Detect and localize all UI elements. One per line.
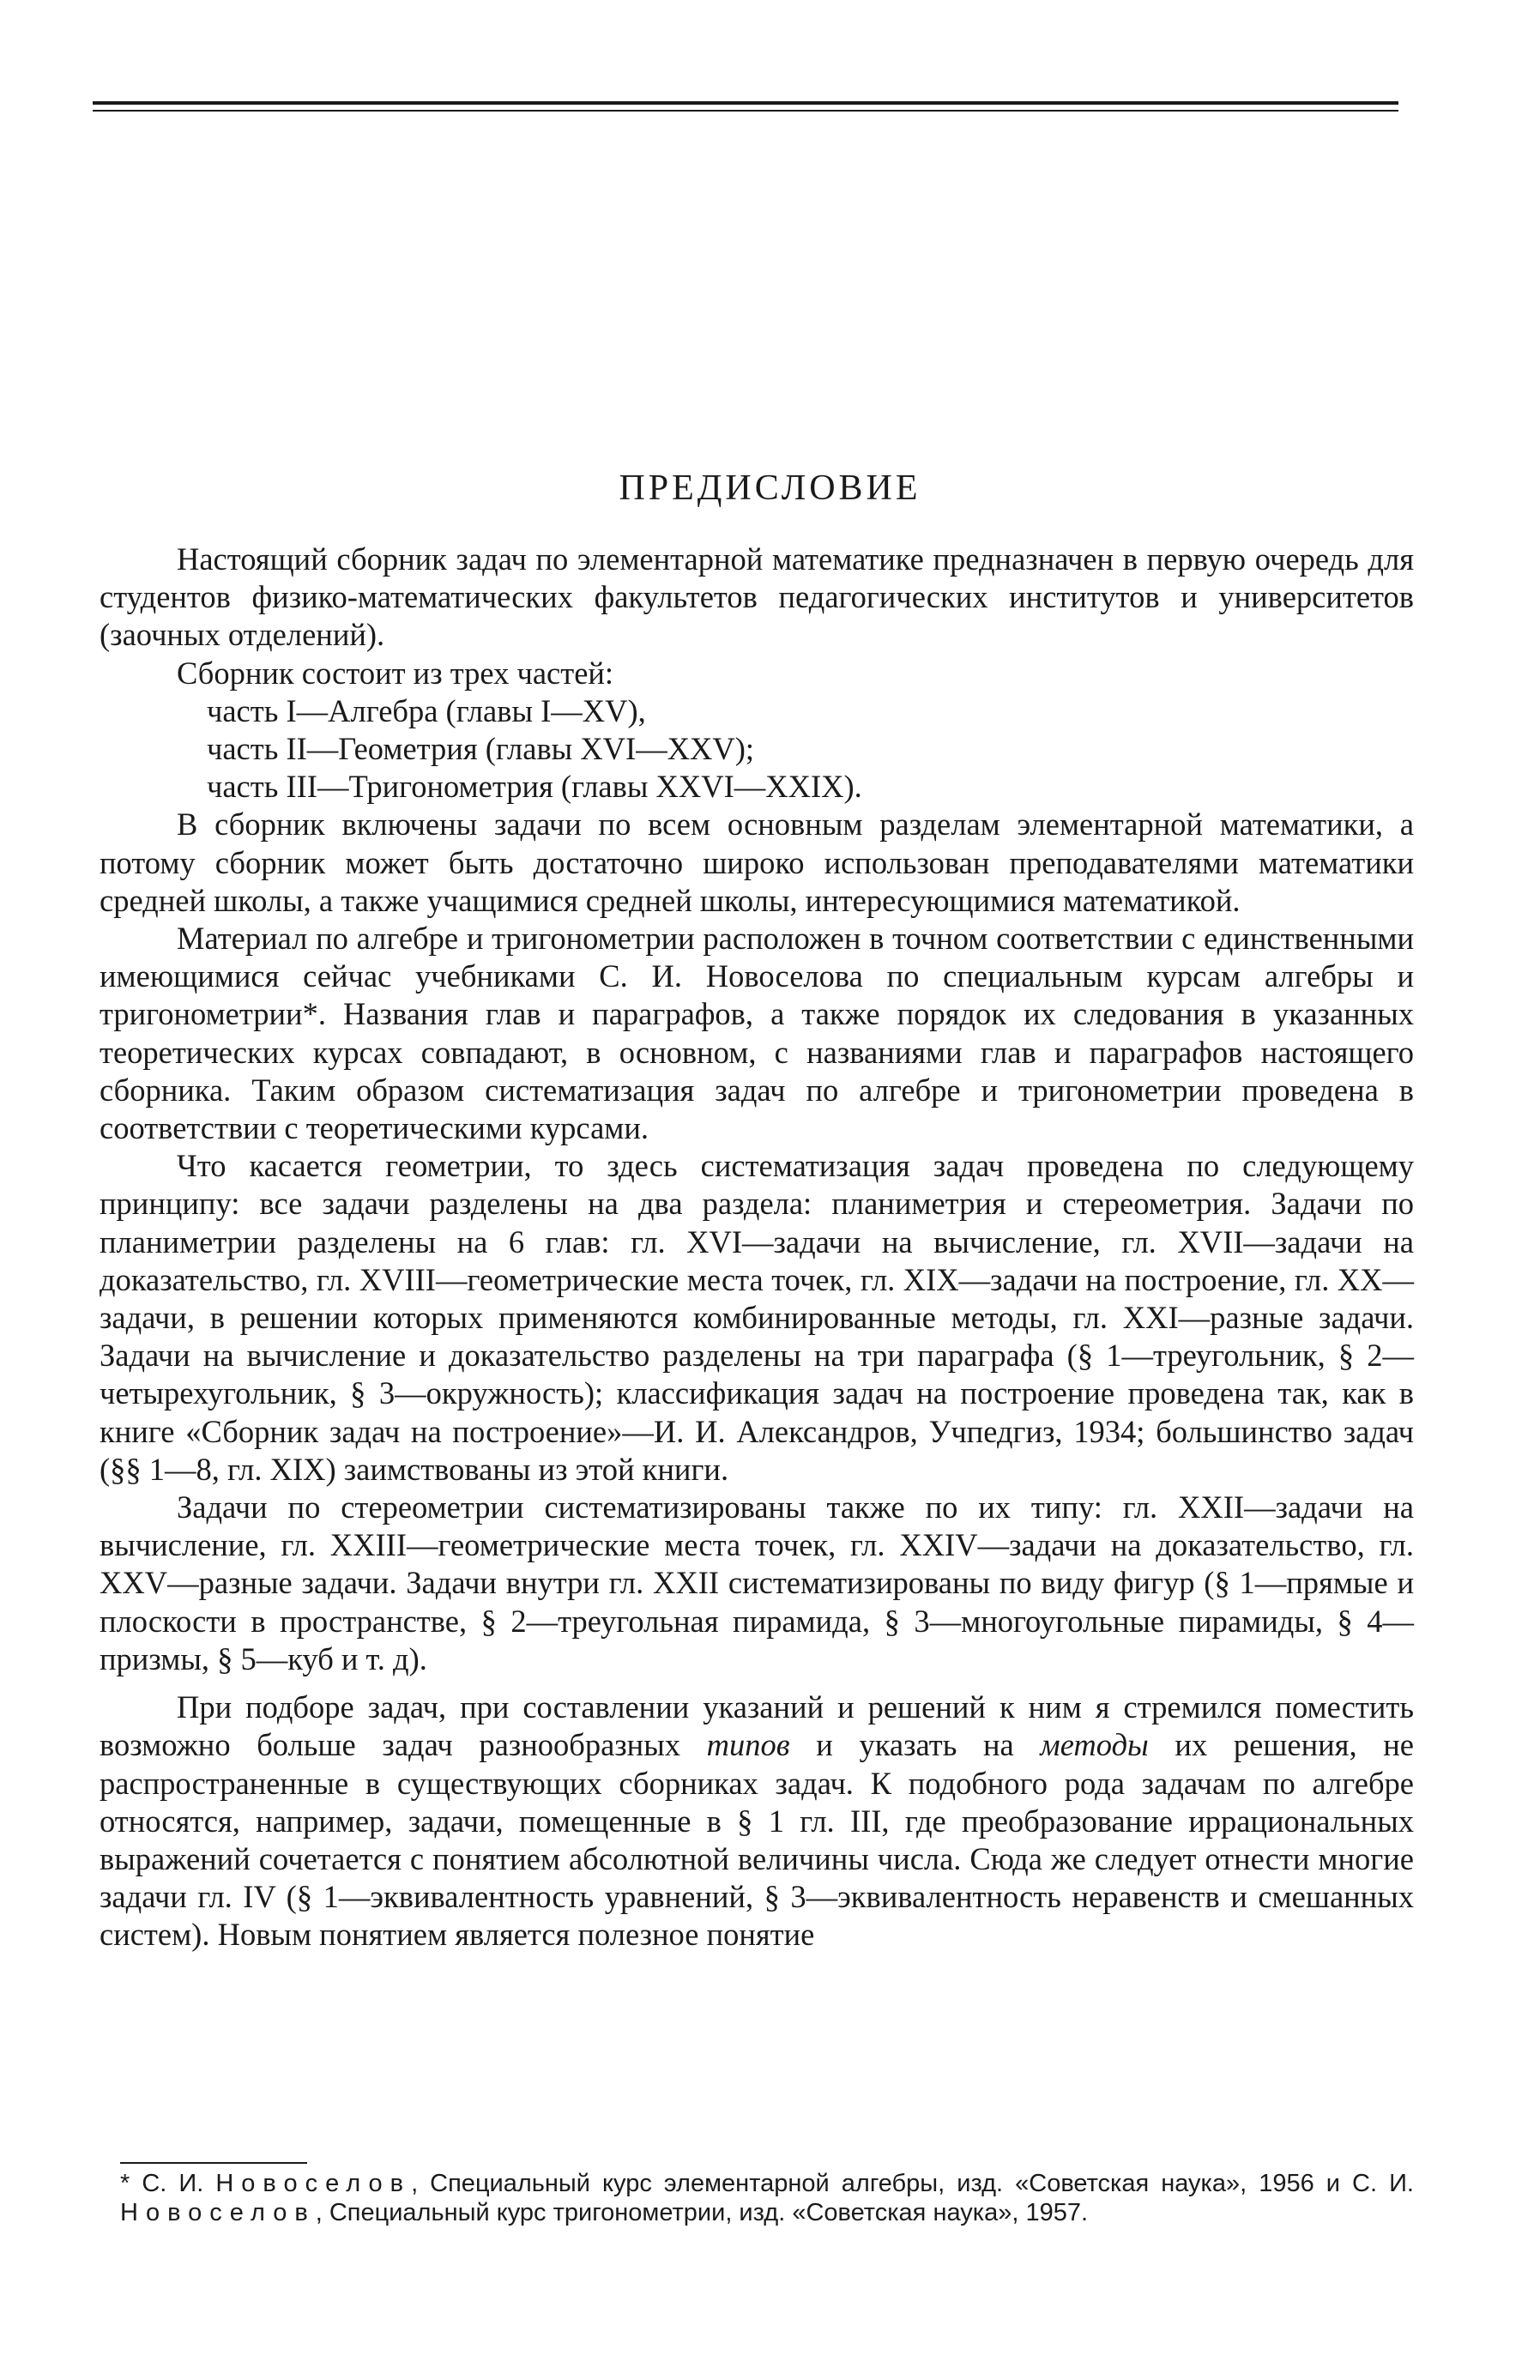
paragraph-algebra-material: Материал по алгебре и тригонометрии расположен в точном соответствии с единственными имеющимися сейчас учебниками С. И. Новоселова по специальным курсам алгебры и тригонометрии*. Названия глав и параграфов, а также порядок их следования в указанных теоретических курсах совпадают, в основном, с названиями глав и параграфов настоящего сборника. Таким образом систематизация задач по алгебре и тригонометрии проведена в соответствии с теоретическими курсами. bbox=[100, 921, 1414, 1146]
paragraph-scope: В сборник включены задачи по всем основным разделам элементарной математики, а потому сборник может быть достаточно широко использован преподавателями математики средней школы, а также учащимися средней школы, интересующимися математикой. bbox=[100, 806, 1414, 918]
page-title: ПРЕДИСЛОВИЕ bbox=[619, 468, 921, 508]
parts-list bbox=[100, 692, 1414, 806]
paragraph-stereometry: Задачи по стереометрии систематизированы также по их типу: гл. XXII—задачи на вычисление, гл. XXIII—геометрические места точек, гл. XXIV—задачи на доказательство, гл. XXV—разные задачи. Задачи внутри гл. XXII систематизированы по виду фигур (§ 1—прямые и плоскости в пространстве, § 2—треугольная пирамида, § 3—многоугольные пирамиды, § 4—призмы, § 5—куб и т. д). bbox=[100, 1489, 1414, 1676]
emphasis-methods: методы bbox=[1040, 1727, 1149, 1763]
part-item-algebra: часть I—Алгебра (главы I—XV), bbox=[207, 692, 646, 728]
paragraph-geometry: Что касается геометрии, то здесь систематизация задач проведена по следующему принципу: все задачи разделены на два раздела: планиметрия и стереометрия. Задачи по планиметрии разделены на 6 глав: гл. XVI—задачи на вычисление, гл. XVII—задачи на доказательство, гл. XVIII—геометрические места точек, гл. XIX—задачи на построение, гл. XX—задачи, в решении которых применяются комбинированные методы, гл. XXI—разные задачи. Задачи на вычисление и доказательство разделены на три параграфа (§ 1—треугольник, § 2—четырехугольник, § 3—окружность); классификация задач на построение проведена так, как в книге «Сборник задач на построение»—И. И. Александров, Учпедгиз, 1934; большинство задач (§§ 1—8, гл. XIX) заимствованы из этой книги. bbox=[100, 1148, 1414, 1487]
paragraph-selection-part-b: и указать на bbox=[789, 1727, 1041, 1763]
footnote-author-2: Новоселов bbox=[120, 2199, 316, 2226]
part-item-geometry: часть II—Геометрия (главы XVI—XXV); bbox=[207, 731, 755, 767]
emphasis-types: типов bbox=[706, 1727, 790, 1763]
paragraph-purpose: Настоящий сборник задач по элементарной математике предназначен в первую очередь для студентов физико-математических факультетов педагогических институтов и университетов (заочных отделений). bbox=[100, 541, 1414, 653]
top-rule-thin bbox=[93, 110, 1398, 112]
footnote-mark: * С. И. bbox=[120, 2170, 216, 2197]
part-item-trigonometry: часть III—Тригонометрия (главы XXVI—XXIX). bbox=[207, 769, 862, 805]
preface-body bbox=[100, 541, 1414, 1954]
paragraph-selection-part-a: При подборе задач, при составлении указаний и решений к ним я стремился поместить возможно больше задач разнообразных bbox=[100, 1689, 1414, 1763]
footnote-text-1: , Специальный курс элементарной алгебры, изд. «Советская наука», 1956 и С. И. bbox=[411, 2170, 1414, 2197]
paragraph-selection bbox=[100, 1688, 1414, 1954]
footnote bbox=[120, 2169, 1414, 2227]
footnote-text-2: , Специальный курс тригонометрии, изд. «Советская наука», 1957. bbox=[315, 2199, 1089, 2226]
paragraph-selection-part-c: их решения, не распространенные в существующих сборниках задач. К подобного рода задачам по алгебре относятся, например, задачи, помещенные в § 1 гл. III, где преобразование иррациональных выражений сочетается с понятием абсолютной величины числа. Сюда же следует отнести многие задачи гл. IV (§ 1—эквивалентность уравнений, § 3—эквивалентность неравенств и смешанных систем). Новым понятием является полезное понятие bbox=[100, 1727, 1414, 1953]
paragraph-structure: Сборник состоит из трех частей: bbox=[177, 655, 614, 691]
footnote-rule bbox=[120, 2162, 307, 2164]
footnote-author-1: Новоселов bbox=[215, 2170, 412, 2197]
top-rule bbox=[93, 101, 1398, 105]
